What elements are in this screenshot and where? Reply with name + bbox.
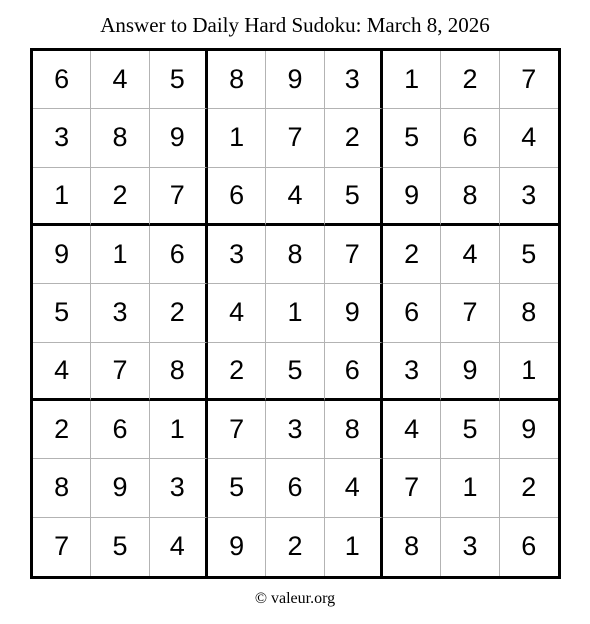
- sudoku-cell-r8-c3: 3: [150, 459, 208, 517]
- sudoku-cell-r3-c4: 6: [208, 168, 266, 226]
- sudoku-cell-r7-c5: 3: [266, 401, 324, 459]
- sudoku-cell-r1-c9: 7: [500, 51, 558, 109]
- sudoku-cell-r2-c7: 5: [383, 109, 441, 167]
- sudoku-cell-r6-c7: 3: [383, 343, 441, 401]
- sudoku-cell-r2-c3: 9: [150, 109, 208, 167]
- sudoku-cell-r4-c4: 3: [208, 226, 266, 284]
- sudoku-cell-r6-c5: 5: [266, 343, 324, 401]
- sudoku-cell-r1-c8: 2: [441, 51, 499, 109]
- sudoku-cell-r3-c7: 9: [383, 168, 441, 226]
- sudoku-cell-r6-c1: 4: [33, 343, 91, 401]
- sudoku-cell-r2-c9: 4: [500, 109, 558, 167]
- sudoku-cell-r9-c7: 8: [383, 518, 441, 576]
- page-title: Answer to Daily Hard Sudoku: March 8, 2026: [100, 13, 490, 37]
- sudoku-cell-r9-c4: 9: [208, 518, 266, 576]
- sudoku-cell-r3-c9: 3: [500, 168, 558, 226]
- sudoku-cell-r5-c1: 5: [33, 284, 91, 342]
- sudoku-cell-r2-c6: 2: [325, 109, 383, 167]
- sudoku-cell-r4-c7: 2: [383, 226, 441, 284]
- sudoku-cell-r8-c2: 9: [91, 459, 149, 517]
- sudoku-cell-r5-c3: 2: [150, 284, 208, 342]
- sudoku-cell-r9-c2: 5: [91, 518, 149, 576]
- sudoku-cell-r4-c3: 6: [150, 226, 208, 284]
- sudoku-cell-r5-c7: 6: [383, 284, 441, 342]
- sudoku-cell-r9-c6: 1: [325, 518, 383, 576]
- sudoku-cell-r4-c2: 1: [91, 226, 149, 284]
- sudoku-cell-r5-c4: 4: [208, 284, 266, 342]
- sudoku-cell-r5-c6: 9: [325, 284, 383, 342]
- sudoku-cell-r6-c9: 1: [500, 343, 558, 401]
- sudoku-cell-r9-c9: 6: [521, 531, 537, 562]
- sudoku-cell-r8-c6: 4: [325, 459, 383, 517]
- sudoku-cell-r7-c1: 2: [33, 401, 91, 459]
- sudoku-cell-r2-c8: 6: [441, 109, 499, 167]
- sudoku-cell-r7-c6: 8: [325, 401, 383, 459]
- sudoku-cell-r4-c8: 4: [441, 226, 499, 284]
- sudoku-cell-r6-c6: 6: [325, 343, 383, 401]
- sudoku-cell-r5-c9: 8: [500, 284, 558, 342]
- sudoku-cell-r3-c6: 5: [325, 168, 383, 226]
- sudoku-cell-r1-c2: 4: [91, 51, 149, 109]
- sudoku-cell-r1-c7: 1: [383, 51, 441, 109]
- sudoku-cell-r7-c9: 9: [500, 401, 558, 459]
- sudoku-cell-r8-c7: 7: [383, 459, 441, 517]
- sudoku-cell-r5-c5: 1: [266, 284, 324, 342]
- sudoku-cell-r7-c4: 7: [208, 401, 266, 459]
- sudoku-cell-r7-c8: 5: [441, 401, 499, 459]
- sudoku-cell-r5-c8: 7: [441, 284, 499, 342]
- sudoku-cell-r2-c5: 7: [266, 109, 324, 167]
- sudoku-cell-r1-c1: 6: [33, 51, 91, 109]
- sudoku-cell-r8-c8: 1: [441, 459, 499, 517]
- sudoku-cell-r4-c5: 8: [266, 226, 324, 284]
- sudoku-cell-r6-c8: 9: [441, 343, 499, 401]
- sudoku-cell-r9-c8: 3: [441, 518, 499, 576]
- sudoku-cell-r9-c5: 2: [266, 518, 324, 576]
- sudoku-cell-r3-c2: 2: [91, 168, 149, 226]
- sudoku-cell-r6-c3: 8: [150, 343, 208, 401]
- sudoku-cell-r1-c5: 9: [266, 51, 324, 109]
- sudoku-cell-r8-c9: 2: [500, 459, 558, 517]
- sudoku-cell-r4-c9: 5: [500, 226, 558, 284]
- sudoku-cell-r3-c3: 7: [150, 168, 208, 226]
- sudoku-cell-r7-c7: 4: [383, 401, 441, 459]
- sudoku-cell-r1-c3: 5: [150, 51, 208, 109]
- sudoku-cell-r9-c3: 4: [150, 518, 208, 576]
- sudoku-cell-r3-c8: 8: [441, 168, 499, 226]
- sudoku-cell-r8-c1: 8: [33, 459, 91, 517]
- sudoku-cell-r8-c5: 6: [266, 459, 324, 517]
- copyright-footer: © valeur.org: [254, 590, 336, 607]
- sudoku-board: [30, 48, 561, 579]
- sudoku-cell-r9-c1: 7: [33, 518, 91, 576]
- sudoku-cell-r2-c2: 8: [91, 109, 149, 167]
- sudoku-cell-r4-c1: 9: [33, 226, 91, 284]
- sudoku-cell-r7-c2: 6: [91, 401, 149, 459]
- sudoku-cell-r4-c6: 7: [325, 226, 383, 284]
- sudoku-cell-r7-c3: 1: [150, 401, 208, 459]
- sudoku-cell-r3-c1: 1: [33, 168, 91, 226]
- sudoku-cell-r1-c6: 3: [325, 51, 383, 109]
- sudoku-cell-r2-c4: 1: [208, 109, 266, 167]
- sudoku-cell-r6-c2: 7: [91, 343, 149, 401]
- sudoku-cell-r5-c2: 3: [91, 284, 149, 342]
- sudoku-cell-r3-c5: 4: [266, 168, 324, 226]
- sudoku-cell-r6-c4: 2: [208, 343, 266, 401]
- sudoku-cell-r8-c4: 5: [208, 459, 266, 517]
- sudoku-cell-r1-c4: 8: [208, 51, 266, 109]
- sudoku-cell-r2-c1: 3: [33, 109, 91, 167]
